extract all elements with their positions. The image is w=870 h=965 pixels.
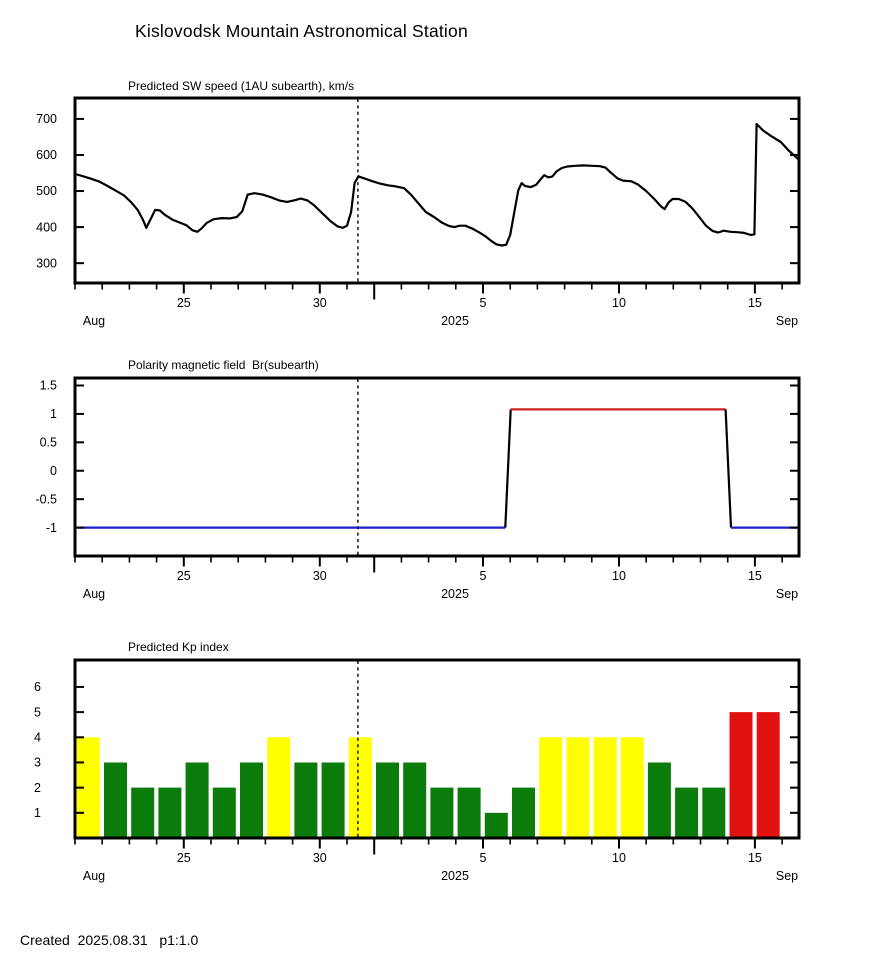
polarity-ytick-label: 0.5 — [39, 435, 57, 450]
kp-bar-sep-2 — [403, 763, 426, 838]
kp-index-month-end-label: Sep — [775, 869, 799, 883]
kp-index-chart-title: Predicted Kp index — [128, 640, 229, 654]
sw-speed-xtick-label: 30 — [312, 296, 327, 310]
sw-speed-ytick-label: 700 — [36, 112, 57, 127]
kp-bar-aug-27 — [240, 763, 263, 838]
sw-speed-ytick-label: 300 — [36, 256, 57, 271]
kp-bar-aug-24 — [158, 788, 181, 837]
kp-index-xtick-label: 5 — [479, 851, 487, 865]
polarity-xtick-label: 15 — [747, 569, 762, 583]
kp-bar-aug-30 — [322, 763, 345, 838]
kp-bar-sep-15 — [757, 712, 780, 837]
polarity-ytick-label: -1 — [45, 520, 57, 535]
kp-bar-sep-12 — [675, 788, 698, 837]
kp-index-xtick-label: 15 — [747, 851, 762, 865]
sw-speed-year-label: 2025 — [441, 314, 469, 328]
polarity-xtick-label: 5 — [479, 569, 487, 583]
created-timestamp: Created 2025.08.31 p1:1.0 — [20, 932, 199, 948]
plot-box — [75, 98, 799, 283]
polarity-ytick-label: -0.5 — [35, 492, 57, 507]
kp-index-xtick-label: 30 — [312, 851, 327, 865]
kp-bar-aug-28 — [267, 737, 290, 837]
sw-speed-xtick-label: 5 — [479, 296, 487, 310]
kp-index-month-start-label: Aug — [82, 869, 106, 883]
kp-bar-aug-23 — [131, 788, 154, 837]
kp-index-xtick-label: 25 — [176, 851, 191, 865]
sw-speed-xtick-label: 10 — [612, 296, 626, 310]
kp-index-year-label: 2025 — [441, 869, 469, 883]
kp-index-ytick-label: 3 — [34, 755, 41, 770]
sw-speed-xtick-label: 15 — [747, 296, 762, 310]
polarity-ytick-label: 0 — [50, 463, 57, 478]
plot-box — [75, 378, 799, 556]
polarity-year-label: 2025 — [441, 587, 469, 601]
polarity-ytick-label: 1 — [50, 407, 57, 422]
chart-polarity — [35, 358, 799, 601]
chart-sw-speed — [36, 79, 799, 328]
kp-bar-sep-6 — [512, 788, 535, 837]
kp-bar-aug-25 — [186, 763, 209, 838]
sector-transition-up — [505, 409, 510, 527]
polarity-ytick-label: 1.5 — [39, 378, 57, 393]
polarity-xtick-label: 10 — [612, 569, 626, 583]
polarity-month-end-label: Sep — [775, 587, 799, 601]
kp-bar-sep-9 — [594, 737, 617, 837]
page-title: Kislovodsk Mountain Astronomical Station — [135, 21, 468, 41]
kp-index-ytick-label: 1 — [34, 806, 41, 821]
kp-index-ytick-label: 4 — [34, 730, 41, 745]
kp-bar-sep-13 — [702, 788, 725, 837]
polarity-month-start-label: Aug — [82, 587, 106, 601]
kp-index-ytick-label: 2 — [34, 780, 41, 795]
sw-speed-ytick-label: 600 — [36, 148, 57, 163]
kp-index-ytick-label: 5 — [34, 705, 41, 720]
kp-bar-sep-4 — [458, 788, 481, 837]
kp-bar-aug-31 — [349, 737, 372, 837]
sw-speed-chart-title: Predicted SW speed (1AU subearth), km/s — [128, 79, 355, 93]
kp-bar-aug-22 — [104, 763, 127, 838]
kp-bar-sep-8 — [566, 737, 589, 837]
sw-speed-month-start-label: Aug — [82, 314, 106, 328]
kp-bar-sep-7 — [539, 737, 562, 837]
sw-speed-xtick-label: 25 — [176, 296, 191, 310]
sw-speed-line — [77, 124, 799, 246]
polarity-xtick-label: 30 — [312, 569, 327, 583]
kp-bar-sep-5 — [485, 813, 508, 837]
kp-index-xtick-label: 10 — [612, 851, 626, 865]
kp-bar-aug-26 — [213, 788, 236, 837]
sw-speed-month-end-label: Sep — [775, 314, 799, 328]
kp-bar-sep-11 — [648, 763, 671, 838]
sector-transition-down — [726, 409, 731, 527]
kp-bar-aug-29 — [294, 763, 317, 838]
sw-speed-ytick-label: 500 — [36, 184, 57, 199]
kp-bar-sep-1 — [376, 763, 399, 838]
chart-kp-index — [34, 640, 799, 883]
sw-speed-ytick-label: 400 — [36, 220, 57, 235]
kp-bar-sep-3 — [430, 788, 453, 837]
kp-bar-sep-10 — [621, 737, 644, 837]
kp-index-ytick-label: 6 — [34, 680, 41, 695]
polarity-chart-title: Polarity magnetic field Br(subearth) — [128, 358, 319, 372]
polarity-xtick-label: 25 — [176, 569, 191, 583]
kp-bar-sep-14 — [730, 712, 753, 837]
